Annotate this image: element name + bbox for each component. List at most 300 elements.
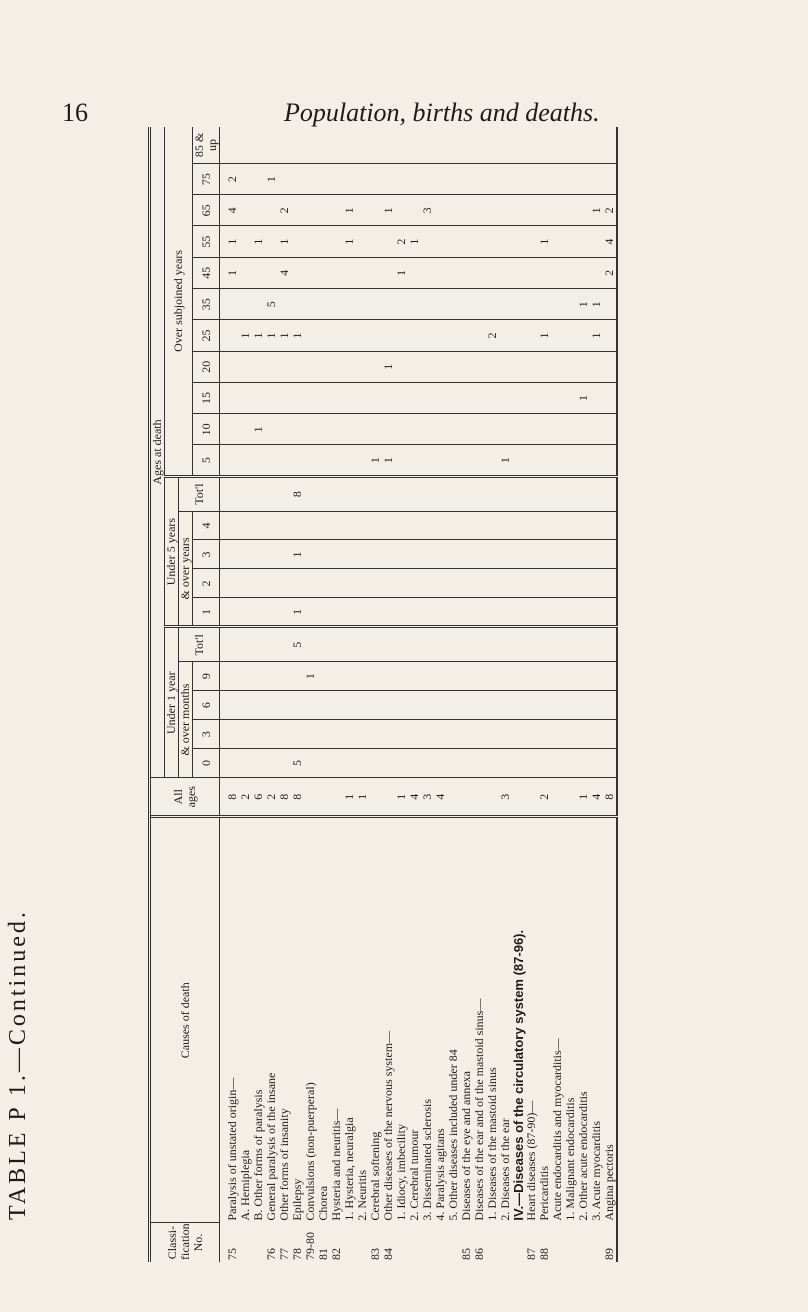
over-years-cell: [486, 382, 499, 413]
all-ages-count: [317, 778, 330, 817]
over-years-cell: 1: [265, 320, 278, 351]
over-years-cell: [486, 257, 499, 288]
over-years-cell: [421, 351, 434, 382]
over-years-cell: [343, 351, 356, 382]
over-years-cell: [551, 257, 564, 288]
under-5-years-cell: [590, 476, 603, 511]
over-years-cell: [330, 127, 343, 163]
over-years-cell: [590, 351, 603, 382]
over-years-cell: [304, 445, 317, 476]
over-years-cell: [473, 414, 486, 445]
under-1-year-cell: [460, 627, 473, 662]
over-years-cell: [447, 163, 460, 194]
over-years-cell: [525, 382, 538, 413]
under-5-years-cell: [603, 540, 617, 569]
over-years-cell: [369, 257, 382, 288]
cause-of-death: Diseases of the ear and of the mastoid sinus—: [472, 998, 486, 1221]
over-years-cell: [538, 195, 551, 226]
all-ages-count: [551, 778, 564, 817]
under-1-year-cell: [434, 749, 447, 778]
all-ages-count: 8: [220, 778, 240, 817]
over-years-cell: [564, 414, 577, 445]
over-years-cell: [408, 445, 421, 476]
header-year-4: 4: [193, 511, 220, 540]
under-5-years-cell: [395, 569, 408, 598]
over-years-cell: [512, 351, 525, 382]
under-5-years-cell: [421, 540, 434, 569]
over-years-cell: [265, 445, 278, 476]
under-1-year-cell: [525, 749, 538, 778]
over-years-cell: [434, 351, 447, 382]
over-years-cell: [382, 382, 395, 413]
under-1-year-cell: [447, 691, 460, 720]
under-1-year-cell: [304, 720, 317, 749]
all-ages-count: [460, 778, 473, 817]
over-years-cell: [356, 289, 369, 320]
under-1-year-cell: [317, 662, 330, 691]
over-years-cell: 1: [382, 351, 395, 382]
over-years-cell: [220, 414, 240, 445]
under-1-year-cell: [343, 627, 356, 662]
under-1-year-cell: [356, 662, 369, 691]
classification-number: [395, 1223, 408, 1262]
header-age-75: 75: [193, 163, 220, 194]
under-5-years-cell: [330, 598, 343, 627]
cause-of-death: 1. Diseases of the mastoid sinus: [485, 1067, 499, 1221]
over-years-cell: [304, 127, 317, 163]
over-years-cell: [499, 414, 512, 445]
cause-of-death: B. Other forms of paralysis: [251, 1089, 265, 1221]
over-years-cell: [551, 414, 564, 445]
all-ages-count: 8: [291, 778, 304, 817]
over-years-cell: [356, 351, 369, 382]
under-5-years-cell: 8: [291, 476, 304, 511]
over-years-cell: 2: [486, 320, 499, 351]
all-ages-count: 2: [265, 778, 278, 817]
header-year-1: 1: [193, 598, 220, 627]
under-1-year-cell: [408, 720, 421, 749]
over-years-cell: [369, 289, 382, 320]
under-1-year-cell: [220, 662, 240, 691]
under-5-years-cell: [369, 511, 382, 540]
table-row: [590, 127, 603, 1262]
over-years-cell: [525, 163, 538, 194]
header-classification: Classi-fication No.: [150, 1223, 220, 1262]
classification-number: 84: [381, 1248, 395, 1260]
header-month-0: 0: [193, 749, 220, 778]
over-years-cell: [369, 127, 382, 163]
under-5-years-cell: [603, 598, 617, 627]
under-1-year-cell: [551, 691, 564, 720]
over-years-cell: [395, 163, 408, 194]
over-years-cell: [434, 195, 447, 226]
under-1-year-cell: [525, 691, 538, 720]
under-5-years-cell: [343, 598, 356, 627]
under-1-year-cell: [525, 662, 538, 691]
all-ages-count: 4: [434, 778, 447, 817]
over-years-cell: [538, 351, 551, 382]
under-1-year-cell: [382, 627, 395, 662]
classification-number: 88: [537, 1248, 551, 1260]
under-5-years-cell: [590, 511, 603, 540]
under-5-years-cell: [239, 540, 252, 569]
cause-of-death: IV.—Diseases of the circulatory system (87-96).: [511, 929, 526, 1221]
over-years-cell: [408, 163, 421, 194]
under-5-years-cell: [330, 540, 343, 569]
under-1-year-cell: [512, 720, 525, 749]
under-5-years-cell: [265, 569, 278, 598]
over-years-cell: [447, 320, 460, 351]
over-years-cell: [577, 445, 590, 476]
over-years-cell: [434, 257, 447, 288]
over-years-cell: [551, 289, 564, 320]
header-year-total: Tot'l: [179, 476, 220, 511]
under-5-years-cell: [486, 476, 499, 511]
over-years-cell: [382, 320, 395, 351]
under-5-years-cell: [408, 598, 421, 627]
over-years-cell: [460, 195, 473, 226]
over-years-cell: [460, 127, 473, 163]
over-years-cell: [304, 414, 317, 445]
cause-of-death: 1. Idiocy, imbecility: [394, 1124, 408, 1221]
header-age-20: 20: [193, 351, 220, 382]
over-years-cell: [317, 163, 330, 194]
under-5-years-cell: [512, 476, 525, 511]
under-5-years-cell: [382, 511, 395, 540]
header-age-55: 55: [193, 226, 220, 257]
under-1-year-cell: [564, 720, 577, 749]
over-years-cell: [330, 163, 343, 194]
over-years-cell: [577, 414, 590, 445]
all-ages-count: [473, 778, 486, 817]
under-1-year-cell: [252, 691, 265, 720]
cause-of-death: Heart diseases (87-90)—: [524, 1100, 538, 1221]
over-years-cell: [486, 163, 499, 194]
cause-of-death: Diseases of the eye and annexa: [459, 1070, 473, 1221]
under-1-year-cell: [421, 691, 434, 720]
under-5-years-cell: [447, 598, 460, 627]
over-years-cell: [265, 414, 278, 445]
table-row: [343, 127, 356, 1262]
over-years-cell: [220, 351, 240, 382]
over-years-cell: [356, 226, 369, 257]
over-years-cell: 1: [252, 320, 265, 351]
over-years-cell: [512, 127, 525, 163]
over-years-cell: 1: [343, 226, 356, 257]
over-years-cell: [434, 226, 447, 257]
over-years-cell: [395, 127, 408, 163]
under-1-year-cell: [434, 662, 447, 691]
under-1-year-cell: [486, 662, 499, 691]
over-years-cell: [603, 351, 617, 382]
under-5-years-cell: [252, 569, 265, 598]
under-1-year-cell: [486, 691, 499, 720]
under-1-year-cell: [577, 662, 590, 691]
under-5-years-cell: [265, 540, 278, 569]
under-1-year-cell: [252, 720, 265, 749]
over-years-cell: [473, 445, 486, 476]
over-years-cell: [421, 257, 434, 288]
under-1-year-cell: [395, 691, 408, 720]
over-years-cell: [343, 445, 356, 476]
under-1-year-cell: [395, 749, 408, 778]
under-1-year-cell: [512, 627, 525, 662]
under-1-year-cell: [304, 691, 317, 720]
under-5-years-cell: [252, 476, 265, 511]
over-years-cell: [434, 445, 447, 476]
under-1-year-cell: [603, 662, 617, 691]
all-ages-count: 4: [590, 778, 603, 817]
under-5-years-cell: [239, 569, 252, 598]
under-5-years-cell: [564, 569, 577, 598]
under-1-year-cell: 1: [304, 662, 317, 691]
over-years-cell: [239, 163, 252, 194]
over-years-cell: [499, 226, 512, 257]
cause-of-death: Other forms of insanity: [277, 1108, 291, 1221]
under-1-year-cell: [551, 627, 564, 662]
over-years-cell: 5: [265, 289, 278, 320]
over-years-cell: [525, 289, 538, 320]
under-5-years-cell: [369, 476, 382, 511]
over-years-cell: [291, 351, 304, 382]
under-5-years-cell: [551, 569, 564, 598]
under-5-years-cell: [220, 569, 240, 598]
over-years-cell: [317, 445, 330, 476]
under-1-year-cell: [239, 662, 252, 691]
over-years-cell: [564, 351, 577, 382]
cause-of-death: Chorea: [316, 1185, 330, 1221]
classification-number: [239, 1223, 252, 1262]
under-5-years-cell: [577, 540, 590, 569]
under-1-year-cell: [577, 691, 590, 720]
under-5-years-cell: [603, 569, 617, 598]
table-row: [525, 127, 538, 1262]
over-years-cell: 1: [382, 195, 395, 226]
under-5-years-cell: [330, 476, 343, 511]
table-row: [551, 127, 564, 1262]
cause-of-death: Angina pectoris: [602, 1144, 616, 1221]
under-5-years-cell: [395, 540, 408, 569]
under-5-years-cell: [577, 569, 590, 598]
over-years-cell: 2: [395, 226, 408, 257]
over-years-cell: [434, 414, 447, 445]
under-5-years-cell: [291, 511, 304, 540]
over-years-cell: [278, 382, 291, 413]
over-years-cell: [525, 445, 538, 476]
over-years-cell: [382, 289, 395, 320]
over-years-cell: [304, 289, 317, 320]
under-1-year-cell: [356, 749, 369, 778]
over-years-cell: [330, 257, 343, 288]
under-1-year-cell: [434, 720, 447, 749]
cause-of-death: 2. Neuritis: [355, 1169, 369, 1221]
under-1-year-cell: [317, 691, 330, 720]
over-years-cell: [512, 382, 525, 413]
over-years-cell: [382, 414, 395, 445]
over-years-cell: [382, 127, 395, 163]
under-1-year-cell: [512, 691, 525, 720]
over-years-cell: [486, 127, 499, 163]
over-years-cell: [447, 351, 460, 382]
over-years-cell: [291, 289, 304, 320]
under-5-years-cell: [538, 476, 551, 511]
over-years-cell: 1: [252, 414, 265, 445]
over-years-cell: [291, 226, 304, 257]
under-1-year-cell: [395, 662, 408, 691]
under-5-years-cell: [538, 511, 551, 540]
over-years-cell: [538, 414, 551, 445]
under-1-year-cell: [551, 720, 564, 749]
over-years-cell: [369, 382, 382, 413]
over-years-cell: [304, 257, 317, 288]
header-age-85-up: 85 & up: [193, 127, 220, 163]
over-years-cell: [577, 163, 590, 194]
under-5-years-cell: 1: [291, 598, 304, 627]
cause-of-death: 4. Paralysis agitans: [433, 1128, 447, 1221]
over-years-cell: [551, 320, 564, 351]
over-years-cell: [278, 163, 291, 194]
over-years-cell: [421, 163, 434, 194]
over-years-cell: [317, 414, 330, 445]
under-1-year-cell: [408, 749, 421, 778]
over-years-cell: [330, 351, 343, 382]
over-years-cell: [512, 320, 525, 351]
classification-number: 82: [329, 1248, 343, 1260]
over-years-cell: [317, 195, 330, 226]
over-years-cell: [239, 195, 252, 226]
classification-number: [486, 1223, 499, 1262]
over-years-cell: [447, 414, 460, 445]
table-row: [408, 127, 421, 1262]
under-1-year-cell: [421, 662, 434, 691]
under-1-year-cell: [460, 720, 473, 749]
over-years-cell: 1: [382, 445, 395, 476]
over-years-cell: [577, 226, 590, 257]
under-1-year-cell: [382, 720, 395, 749]
under-5-years-cell: [239, 511, 252, 540]
classification-number: [499, 1223, 512, 1262]
over-years-cell: [356, 257, 369, 288]
over-years-cell: 1: [265, 163, 278, 194]
under-1-year-cell: [486, 720, 499, 749]
over-years-cell: [473, 195, 486, 226]
under-1-year-cell: [369, 662, 382, 691]
over-years-cell: [220, 289, 240, 320]
over-years-cell: [590, 445, 603, 476]
table-header: [150, 127, 220, 1262]
under-1-year-cell: [408, 691, 421, 720]
cause-of-death: Cerebral softening: [368, 1131, 382, 1221]
over-years-cell: [408, 127, 421, 163]
over-years-cell: [408, 257, 421, 288]
classification-number: 81: [316, 1248, 330, 1260]
under-5-years-cell: [421, 569, 434, 598]
under-5-years-cell: [512, 540, 525, 569]
over-years-cell: [551, 163, 564, 194]
cause-of-death: 5. Other diseases included under 84: [446, 1049, 460, 1221]
over-years-cell: [499, 351, 512, 382]
under-1-year-cell: [395, 627, 408, 662]
under-5-years-cell: [512, 511, 525, 540]
all-ages-count: 6: [252, 778, 265, 817]
over-years-cell: [239, 127, 252, 163]
cause-of-death: 1. Hysteria, neuralgia: [342, 1117, 356, 1221]
under-5-years-cell: [499, 598, 512, 627]
cause-of-death: Hysteria and neuritis—: [329, 1108, 343, 1221]
over-years-cell: [499, 163, 512, 194]
under-1-year-cell: [343, 691, 356, 720]
over-years-cell: [317, 382, 330, 413]
classification-number: 78: [290, 1248, 304, 1260]
over-years-cell: [369, 226, 382, 257]
over-years-cell: [564, 445, 577, 476]
under-1-year-cell: [460, 691, 473, 720]
under-5-years-cell: [317, 569, 330, 598]
under-1-year-cell: [499, 749, 512, 778]
header-year-2: 2: [193, 569, 220, 598]
under-1-year-cell: [265, 662, 278, 691]
under-1-year-cell: [291, 691, 304, 720]
under-1-year-cell: [564, 627, 577, 662]
under-1-year-cell: [408, 662, 421, 691]
over-years-cell: [408, 289, 421, 320]
under-5-years-cell: [369, 598, 382, 627]
over-years-cell: [252, 445, 265, 476]
over-years-cell: [252, 351, 265, 382]
under-5-years-cell: [304, 569, 317, 598]
under-5-years-cell: [278, 569, 291, 598]
cause-of-death: 1. Malignant endocarditis: [563, 1097, 577, 1221]
under-1-year-cell: [408, 627, 421, 662]
over-years-cell: [421, 226, 434, 257]
over-years-cell: [395, 289, 408, 320]
under-5-years-cell: [265, 511, 278, 540]
under-5-years-cell: [486, 540, 499, 569]
under-1-year-cell: [590, 662, 603, 691]
under-5-years-cell: [551, 598, 564, 627]
over-years-cell: [220, 127, 240, 163]
header-age-5: 5: [193, 445, 220, 476]
under-5-years-cell: [356, 569, 369, 598]
under-5-years-cell: [356, 598, 369, 627]
under-5-years-cell: [395, 511, 408, 540]
cause-of-death: A. Hemiplegia: [238, 1149, 252, 1221]
over-years-cell: [447, 445, 460, 476]
under-5-years-cell: [252, 598, 265, 627]
under-5-years-cell: [603, 511, 617, 540]
over-years-cell: [603, 414, 617, 445]
classification-number: 79-80: [303, 1232, 317, 1260]
under-5-years-cell: [382, 569, 395, 598]
under-5-years-cell: [473, 598, 486, 627]
classification-number: 83: [368, 1248, 382, 1260]
cause-of-death: 3. Acute myocarditis: [589, 1120, 603, 1221]
over-years-cell: [408, 414, 421, 445]
header-age-25: 25: [193, 320, 220, 351]
under-1-year-cell: [265, 749, 278, 778]
header-year-3: 3: [193, 540, 220, 569]
over-years-cell: [460, 257, 473, 288]
over-years-cell: [317, 127, 330, 163]
over-years-cell: [538, 127, 551, 163]
header-month-3: 3: [193, 720, 220, 749]
under-5-years-cell: [278, 511, 291, 540]
under-1-year-cell: [473, 749, 486, 778]
over-years-cell: [265, 382, 278, 413]
over-years-cell: [330, 382, 343, 413]
under-5-years-cell: [525, 598, 538, 627]
under-1-year-cell: [473, 627, 486, 662]
